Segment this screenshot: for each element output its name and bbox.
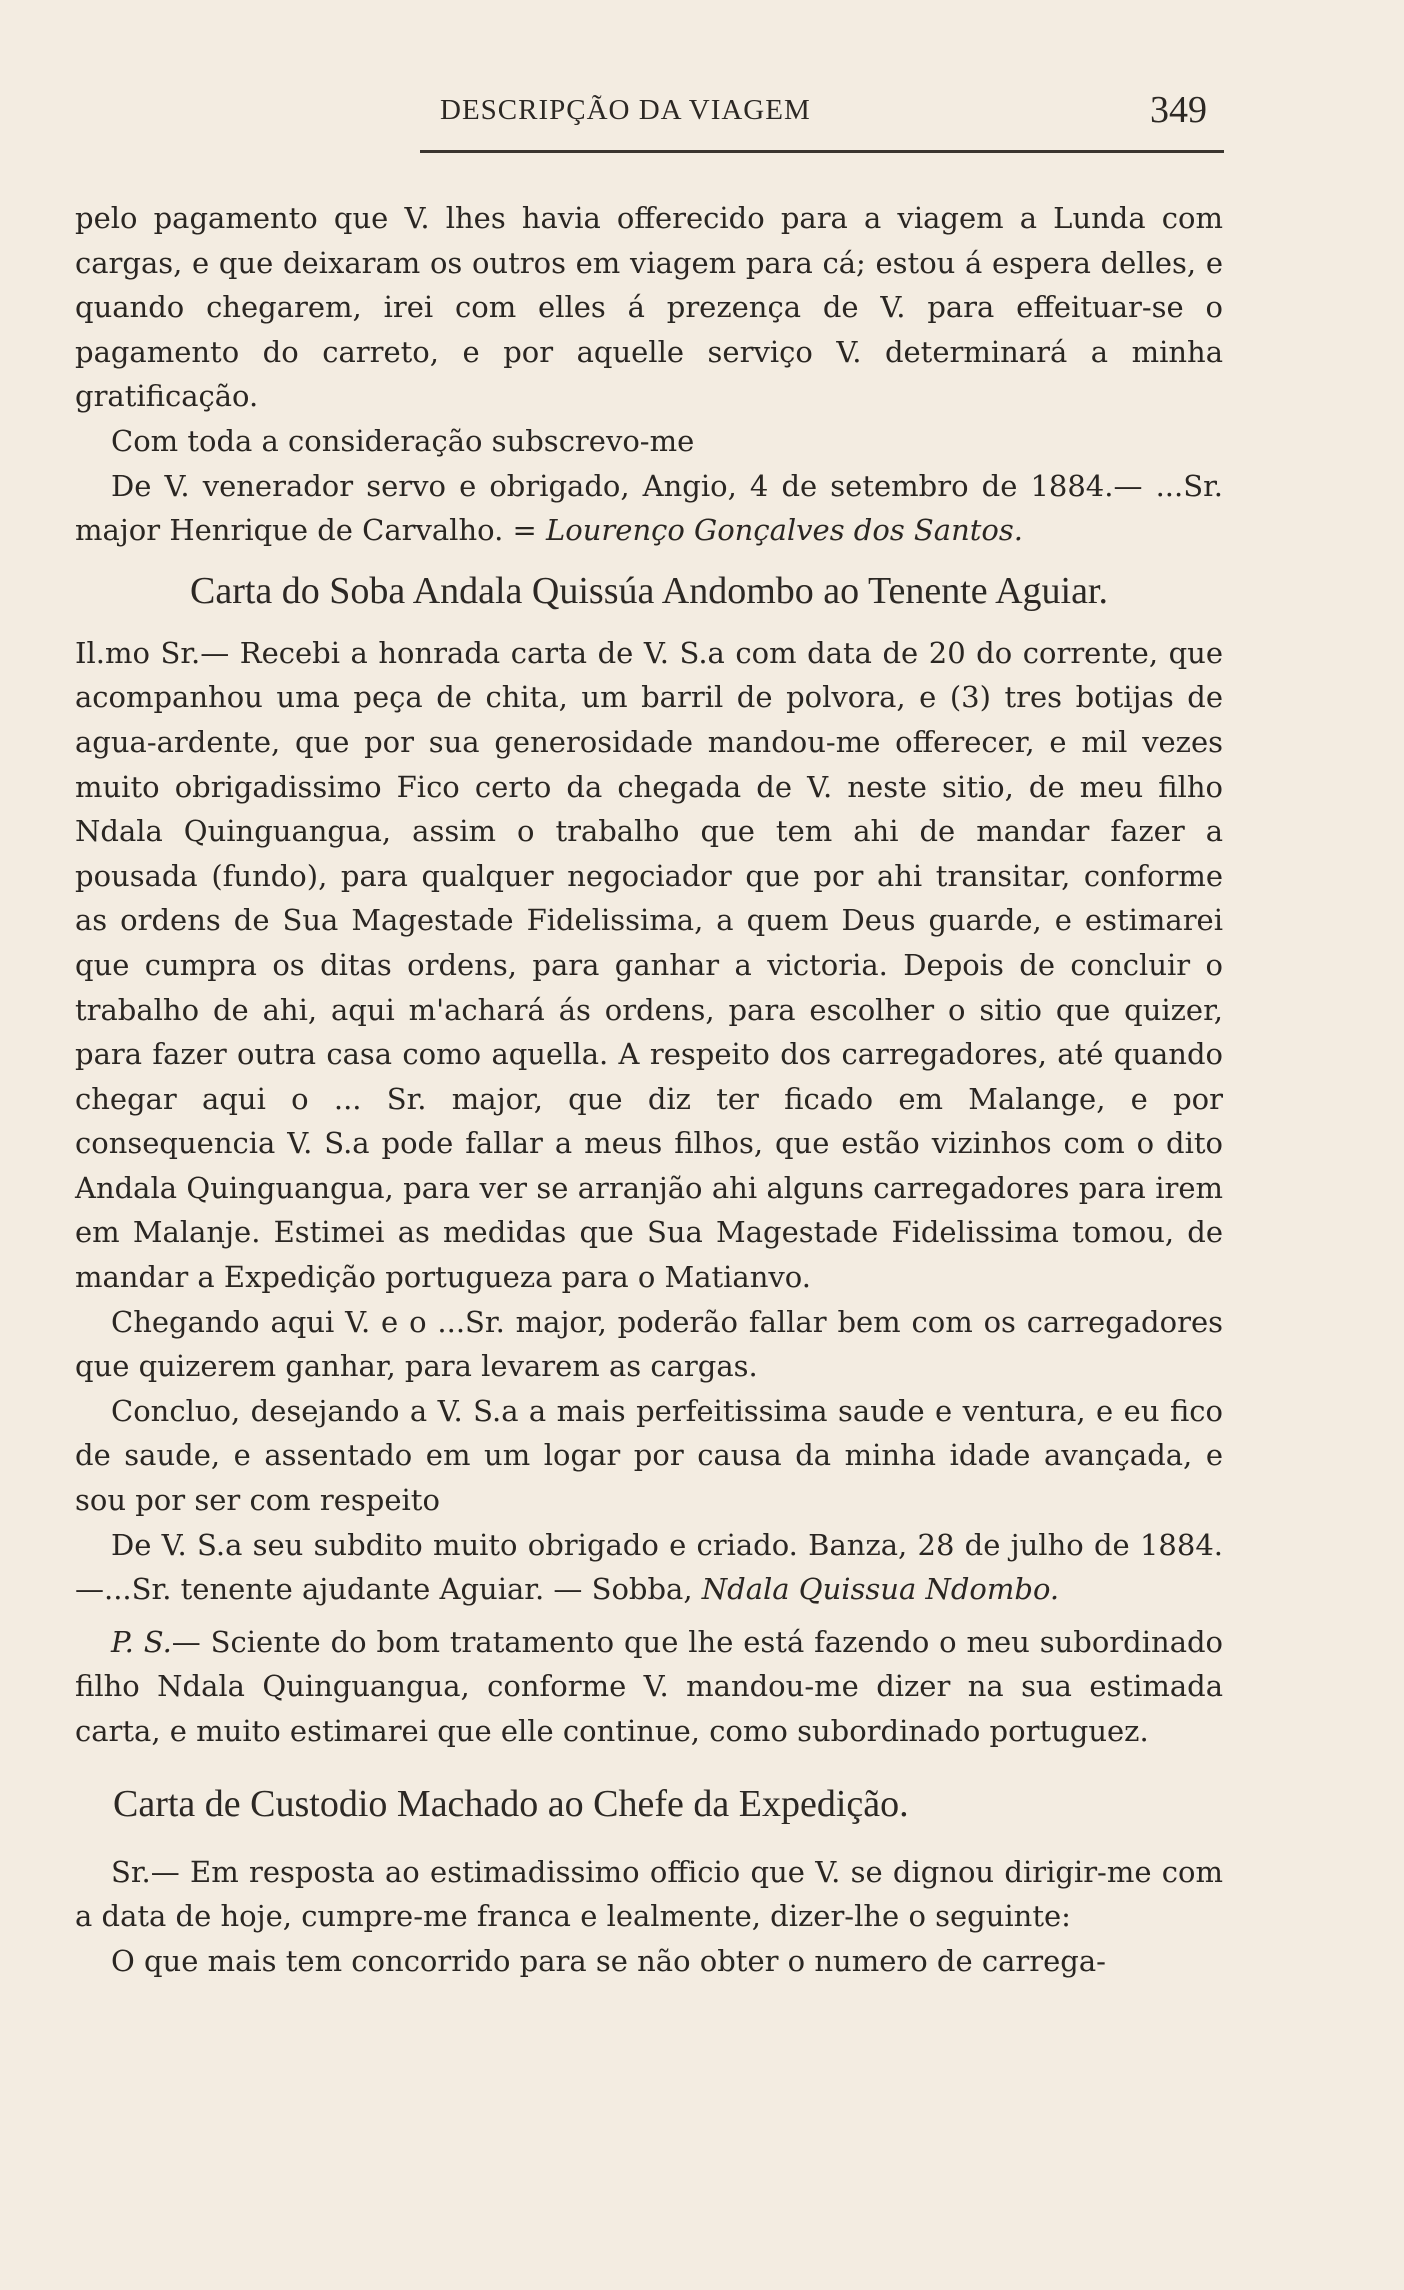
paragraph-9: Sr.— Em resposta ao estimadissimo officio que V. se dignou dirigir-me com a data de hoje, cumpre-me franca e lealmente, dizer-lhe o seguinte: [75, 1854, 1223, 1934]
heading-carta-custodio: Carta de Custodio Machado ao Chefe da Expedição. [113, 1782, 909, 1825]
paragraph-3 [75, 464, 1223, 553]
postscript-text: — Sciente do bom tratamento que lhe está fazendo o meu subordinado filho Ndala Quinguangua, conforme V. mandou-me dizer na sua estimada carta, e muito estimarei que elle continue, como subordinado portuguez. [75, 1624, 1224, 1748]
running-head: DESCRIPÇÃO DA VIAGEM [440, 94, 811, 126]
page-number: 349 [1150, 89, 1207, 131]
paragraph-8 [75, 1620, 1223, 1754]
paragraph-7-text: De V. S.a seu subdito muito obrigado e criado. Banza, 28 de julho de 1884. —...Sr. tenente ajudante Aguiar. — Sobba, [75, 1527, 1223, 1607]
paragraph-6: Concluo, desejando a V. S.a a mais perfeitissima saude e ventura, e eu fico de saude, e assentado em um logar por causa da minha idade avançada, e sou por ser com respeito [75, 1393, 1223, 1518]
paragraph-5: Chegando aqui V. e o ...Sr. major, poderão fallar bem com os carregadores que quizerem ganhar, para levarem as cargas. [75, 1304, 1223, 1384]
page-body [75, 196, 1223, 1983]
heading-carta-soba: Carta do Soba Andala Quissúa Andombo ao Tenente Aguiar. [190, 569, 1108, 612]
paragraph-4: Il.mo Sr.— Recebi a honrada carta de V. S.a com data de 20 do corrente, que acompanhou uma peça de chita, um barril de polvora, e (3) tres botijas de agua-ardente, que por sua generosidade mandou-me offerecer, e mil vezes muito obrigadissimo Fico certo da chegada de V. neste sitio, de meu filho Ndala Quinguangua, assim o trabalho que tem ahi de mandar fazer a pousada (fundo), para qualquer negociador que por ahi transitar, conforme as ordens de Sua Magestade Fidelissima, a quem Deus guarde, e estimarei que cumpra os ditas ordens, para ganhar a victoria. Depois de concluir o trabalho de ahi, aqui m'achará ás ordens, para escolher o sitio que quizer, para fazer outra casa como aquella. A respeito dos carregadores, até quando chegar aqui o ... Sr. major, que diz ter ficado em Malange, e por consequencia V. S.a pode fallar a meus filhos, que estão vizinhos com o dito Andala Quinguangua, para ver se arranjão ahi alguns carregadores para irem em Malanje. Estimei as medidas que Sua Magestade Fidelissima tomou, de mandar a Expedição portugueza para o Matianvo. [75, 635, 1223, 1295]
postscript-label: P. S. [111, 1624, 172, 1659]
signature-ndala: Ndala Quissua Ndombo. [701, 1572, 1060, 1607]
signature-lourenco: Lourenço Gonçalves dos Santos. [546, 513, 1023, 548]
paragraph-2: Com toda a consideração subscrevo-me [111, 423, 695, 458]
paragraph-7 [75, 1523, 1223, 1612]
paragraph-1: pelo pagamento que V. lhes havia offerecido para a viagem a Lunda com cargas, e que deixaram os outros em viagem para cá; estou á espera delles, e quando chegarem, irei com elles á prezença de V. para effeituar-se o pagamento do carreto, e por aquelle serviço V. determinará a minha gratificação. [75, 201, 1223, 414]
header-rule [420, 150, 1224, 153]
page-header [0, 0, 1404, 160]
paragraph-10: O que mais tem concorrido para se não obter o numero de carrega- [111, 1943, 1106, 1978]
paragraph-3-text: De V. venerador servo e obrigado, Angio, 4 de setembro de 1884.— ...Sr. major Henrique de Carvalho. = [75, 468, 1223, 548]
